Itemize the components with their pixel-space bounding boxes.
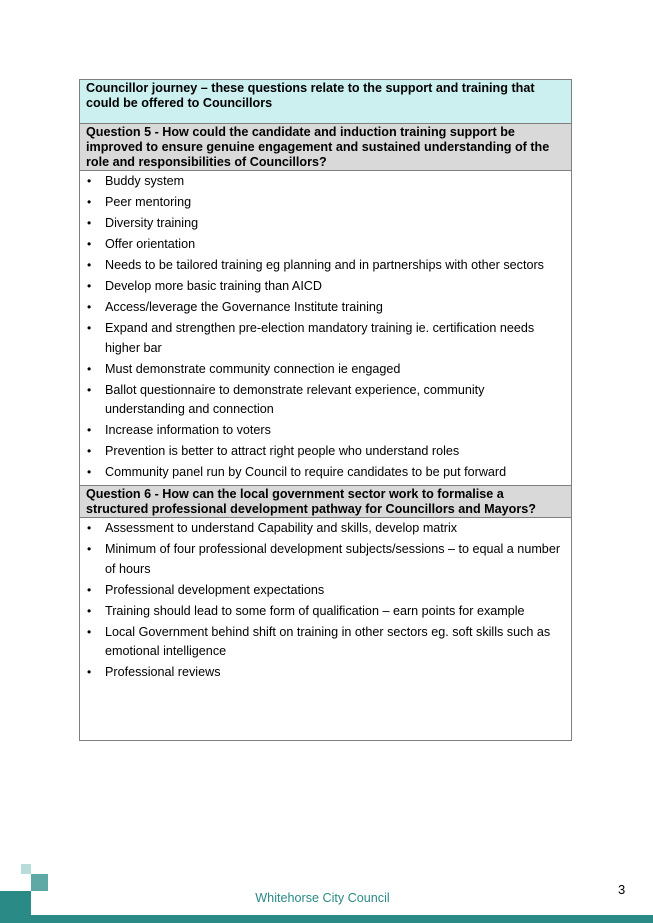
logo-square-light — [21, 864, 31, 874]
list-item: • Community panel run by Council to require candidates to be put forward — [80, 463, 571, 483]
page-number: 3 — [618, 882, 626, 897]
bullet-icon: • — [87, 624, 92, 639]
list-item: • Professional development expectations — [80, 581, 571, 601]
bullet-icon: • — [87, 603, 92, 618]
list-item: • Training should lead to some form of qualification – earn points for example — [80, 602, 571, 622]
question-6-title: Question 6 - How can the local government sector work to formalise a structured professional development pathway for Councillors and Mayors? — [80, 485, 571, 518]
list-item: • Must demonstrate community connection ie engaged — [80, 360, 571, 380]
list-item: • Prevention is better to attract right people who understand roles — [80, 442, 571, 462]
question-5-answers — [80, 171, 571, 485]
bullet-icon: • — [87, 582, 92, 597]
list-item: • Offer orientation — [80, 235, 571, 255]
question-6-answers — [80, 518, 571, 740]
list-item: • Minimum of four professional development subjects/sessions – to equal a number of hours — [87, 542, 561, 576]
list-item: • Assessment to understand Capability and skills, develop matrix — [80, 519, 571, 539]
question-5-title: Question 5 - How could the candidate and induction training support be improved to ensure genuine engagement and sustained understanding of the role and responsibilities of Councillors? — [80, 124, 571, 171]
bullet-icon: • — [87, 542, 92, 556]
list-item: • Buddy system — [80, 172, 571, 192]
footer-organisation: Whitehorse City Council — [255, 891, 390, 905]
list-item: • Expand and strengthen pre-election mandatory training ie. certification needs higher bar — [87, 321, 535, 355]
bullet-icon: • — [87, 216, 92, 230]
consultation-table — [79, 79, 572, 741]
section-header: Councillor journey – these questions relate to the support and training that could be offered to Councillors — [80, 80, 571, 124]
list-item: • Professional reviews — [80, 663, 571, 683]
list-item: • Needs to be tailored training eg planning and in partnerships with other sectors — [80, 256, 571, 276]
bullet-icon: • — [87, 195, 92, 209]
bullet-icon: • — [87, 382, 92, 397]
bullet-icon: • — [87, 423, 92, 437]
bullet-icon: • — [87, 465, 92, 479]
list-item: • Peer mentoring — [80, 193, 571, 213]
bullet-icon: • — [87, 237, 92, 251]
list-item: • Diversity training — [80, 214, 571, 234]
bullet-icon: • — [87, 521, 92, 535]
list-item: • Local Government behind shift on training in other sectors eg. soft skills such as emotional intelligence — [87, 624, 551, 658]
bullet-icon: • — [87, 444, 92, 458]
list-item: • Ballot questionnaire to demonstrate relevant experience, community understanding and connection — [87, 382, 485, 416]
list-item: • Develop more basic training than AICD — [80, 277, 571, 297]
bullet-icon: • — [87, 665, 92, 679]
list-item: • Access/leverage the Governance Institute training — [80, 298, 571, 318]
logo-square-mid — [31, 874, 48, 891]
bullet-icon: • — [87, 258, 92, 272]
bullet-icon: • — [87, 300, 92, 314]
footer-band — [0, 915, 653, 923]
bullet-icon: • — [87, 279, 92, 293]
list-item: • Increase information to voters — [80, 421, 571, 441]
bullet-icon: • — [87, 321, 92, 335]
bullet-icon: • — [87, 174, 92, 188]
bullet-icon: • — [87, 361, 92, 376]
